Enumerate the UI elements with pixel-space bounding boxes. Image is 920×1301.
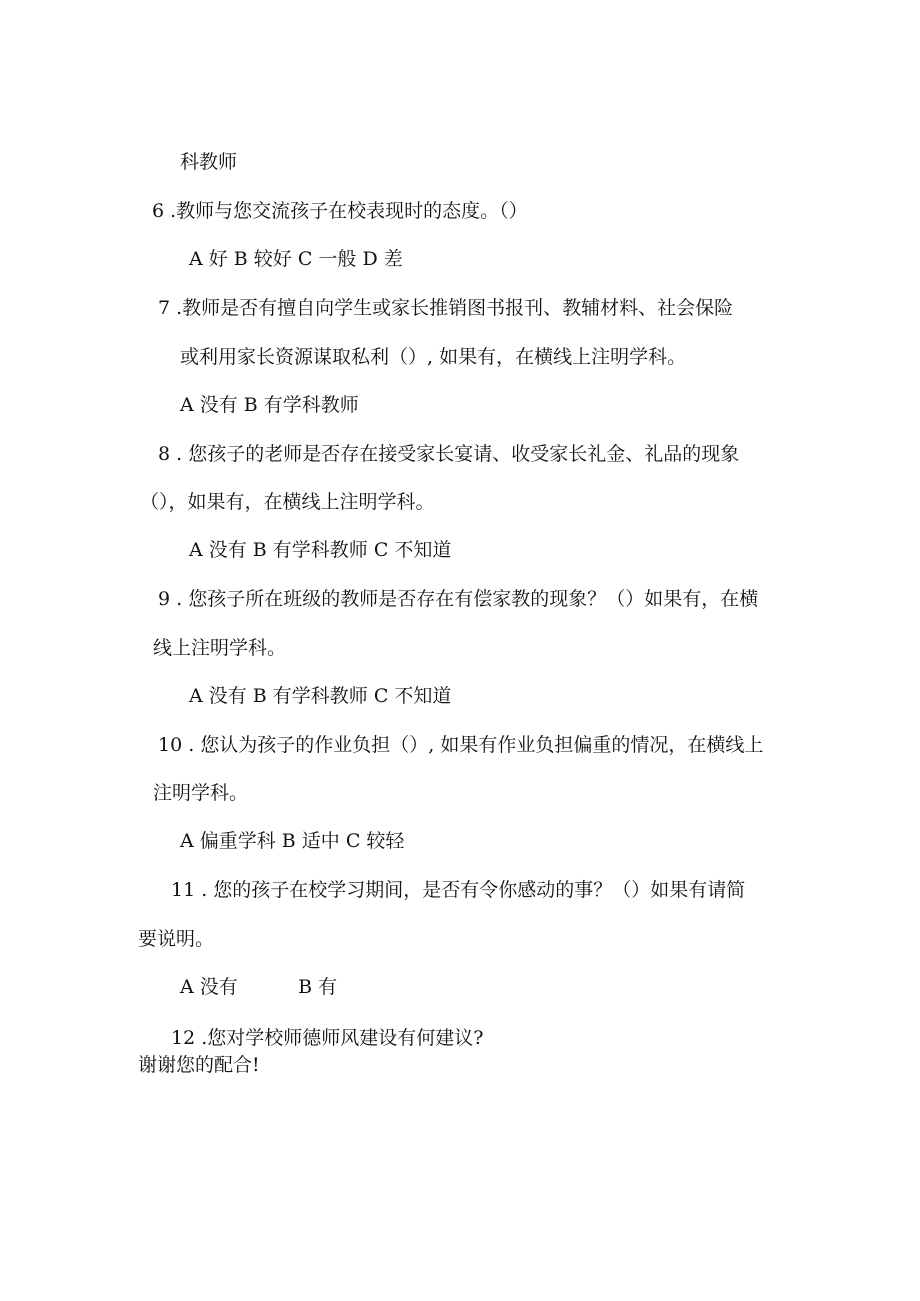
options-9: A 没有 B 有学科教师 C 不知道 <box>189 685 452 707</box>
question-10: 10 . 您认为孩子的作业负担（）, 如果有作业负担偏重的情况，在横线上 <box>158 734 764 756</box>
question-11-cont: 要说明。 <box>138 928 215 950</box>
options-10: A 偏重学科 B 适中 C 较轻 <box>180 830 405 852</box>
question-8: 8 . 您孩子的老师是否存在接受家长宴请、收受家长礼金、礼品的现象 <box>158 443 740 465</box>
question-7: 7 .教师是否有擅自向学生或家长推销图书报刊、教辅材料、社会保险 <box>158 297 734 319</box>
closing-thanks: 谢谢您的配合! <box>138 1054 260 1076</box>
question-12: 12 .您对学校师德师风建设有何建议? <box>171 1027 484 1049</box>
question-9-cont: 线上注明学科。 <box>153 637 287 659</box>
question-11: 11 . 您的孩子在校学习期间，是否有令你感动的事？（）如果有请简 <box>171 879 746 901</box>
text-line: 科教师 <box>180 151 238 173</box>
question-9: 9 . 您孩子所在班级的教师是否存在有偿家教的现象？（）如果有，在横 <box>158 588 759 610</box>
question-10-cont: 注明学科。 <box>153 782 249 804</box>
options-11: A 没有 B 有 <box>180 976 338 998</box>
question-7-cont: 或利用家长资源谋取私利（）, 如果有，在横线上注明学科。 <box>180 346 687 368</box>
question-6: 6 .教师与您交流孩子在校表现时的态度。（） <box>152 200 528 222</box>
question-8-cont: （），如果有，在横线上注明学科。 <box>140 491 435 513</box>
options-6: A 好 B 较好 C 一般 D 差 <box>189 248 403 270</box>
options-8: A 没有 B 有学科教师 C 不知道 <box>189 539 452 561</box>
options-7: A 没有 B 有学科教师 <box>180 394 359 416</box>
